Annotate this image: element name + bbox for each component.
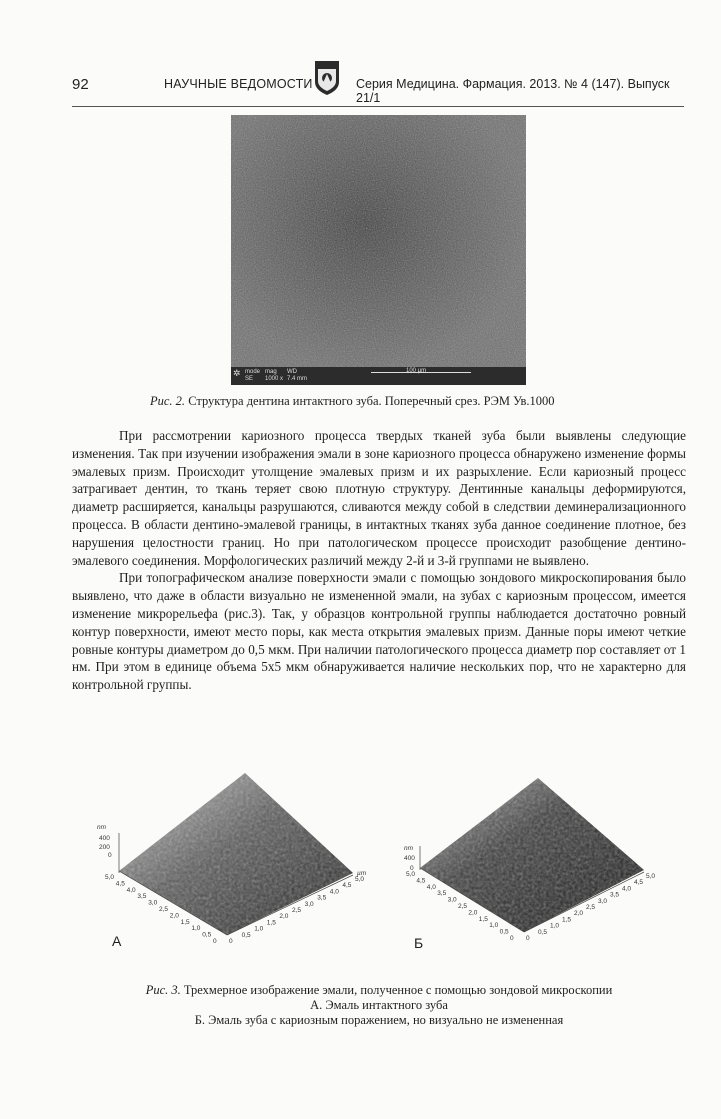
axis-tick-right-a: 4,5 <box>342 882 352 890</box>
axis-tick-left-b: 2,0 <box>468 909 478 917</box>
axis-tick-left-a: 0 <box>213 938 217 945</box>
axis-tick-left-b: 4,5 <box>416 877 426 885</box>
axis-tick-left-b: 0,5 <box>499 928 509 936</box>
axis-tick-left-a: 1,0 <box>191 925 201 933</box>
page-number: 92 <box>72 76 89 93</box>
panel-a-letter: А <box>112 933 122 949</box>
detector-icon: ✲ <box>233 368 241 378</box>
paragraph-1: При рассмотрении кариозного процесса твердых тканей зуба были выявлены следующие изменения. Так при изучении изображения эмали в зоне кариозного процесса обнаружено изменение формы эмалевых призм. Происходит утолщение эмалевых призм и их разрыхление. Если кариозный процесс затрагивает дентин, то ткань теряет свою плотную структуру. Дентинные канальцы деформируются, диаметр расширяется, канальцы разрушаются, сливаются между собой в следствии деминерализационного процесса. В области дентино-эмалевой границы, в интактных тканях зуба данное соединение плотное, без нарушения целостности границ. Но при патологическом процессе происходит разобщение дентино-эмалевого соединения. Морфологических различий между 2-й и 3-й группами не выявлено. <box>72 428 686 568</box>
sem-mode: mode SE <box>245 369 261 382</box>
axis-tick-right-a: 4,0 <box>329 888 339 896</box>
z-tick-a: 200 <box>99 844 110 851</box>
axis-tick-left-b: 1,0 <box>489 922 499 930</box>
axis-tick-right-b: 3,0 <box>598 897 608 905</box>
axis-tick-left-a: 5,0 <box>105 874 115 881</box>
axis-tick-left-b: 4,0 <box>426 883 436 891</box>
z-tick-a: 0 <box>108 852 112 859</box>
z-tick-a: 400 <box>99 835 110 842</box>
axis-tick-left-a: 4,0 <box>126 886 136 894</box>
axis-tick-right-b: 0,5 <box>538 928 548 936</box>
axis-tick-left-a: 4,5 <box>115 880 125 888</box>
axis-tick-right-a: 1,5 <box>266 919 276 927</box>
axis-tick-right-a: 1,0 <box>254 925 264 933</box>
axis-tick-left-b: 3,0 <box>447 896 457 904</box>
afm-panel-a <box>95 763 385 955</box>
z-tick-b: 0 <box>410 865 414 872</box>
axis-tick-right-b: 1,5 <box>562 916 572 924</box>
axis-tick-right-a: 3,5 <box>317 894 327 902</box>
axis-tick-right-b: 2,0 <box>574 910 584 918</box>
panel-b-letter: Б <box>414 935 424 951</box>
axis-tick-right-a: 2,5 <box>292 907 302 914</box>
axis-tick-left-a: 0,5 <box>202 931 212 939</box>
axis-tick-right-a: 0,5 <box>241 931 251 939</box>
figure2-label: Рис. 2. <box>150 394 186 408</box>
axis-tick-left-a: 3,0 <box>148 899 158 907</box>
axis-tick-left-a: 1,5 <box>180 918 190 926</box>
axis-tick-right-b: 1,0 <box>550 922 560 930</box>
afm-panel-b <box>398 770 668 955</box>
header-rule <box>72 106 684 107</box>
series-info: Серия Медицина. Фармация. 2013. № 4 (147). Выпуск 21/1 <box>356 77 670 105</box>
axis-tick-right-a: 5,0 <box>355 876 365 883</box>
article-body <box>72 427 686 694</box>
axis-tick-left-b: 0 <box>510 935 514 942</box>
axis-tick-right-b: 0 <box>526 935 530 942</box>
figure3-caption <box>72 983 686 1028</box>
axis-tick-left-b: 3,5 <box>437 890 447 898</box>
axis-tick-right-b: 4,5 <box>634 879 644 887</box>
axis-tick-left-a: 2,5 <box>159 906 169 913</box>
sem-info-bar <box>231 367 526 385</box>
axis-tick-right-b: 2,5 <box>586 904 596 911</box>
axis-tick-right-a: 2,0 <box>279 913 289 921</box>
axis-tick-left-a: 2,0 <box>169 912 179 920</box>
figure2-text: Структура дентина интактного зуба. Поперечный срез. РЭМ Ув.1000 <box>185 394 555 408</box>
paragraph-2: При топографическом анализе поверхности эмали с помощью зондового микроскопирования было выявлено, что даже в области визуально не измененной эмали, на зубах с кариозным процессом, имеется изменение микрорельефа (рис.3). Так, у образцов контрольной группы наблюдается достаточно ровный контур поверхности, имеют место поры, как места открытия эмалевых призм. Данные поры имеют четкие ровные контуры диаметром до 0,5 мкм. При наличии патологического процесса диаметр пор составляет от 1 нм. При этом в единице объема 5x5 мкм обнаруживается наличие нескольких пор, что не характерно для контрольной группы. <box>72 570 686 693</box>
sem-mag: mag 1000 x <box>265 369 284 382</box>
axis-tick-right-b: 3,5 <box>610 891 620 899</box>
figure3-caption-line1: Рис. 3. Трехмерное изображение эмали, полученное с помощью зондовой микроскопии <box>145 983 613 997</box>
axis-tick-left-b: 2,5 <box>458 903 468 910</box>
z-tick-b: 400 <box>404 855 415 862</box>
xy-unit-a: µm <box>357 870 367 877</box>
sem-texture <box>231 115 526 385</box>
z-unit-a: nm <box>97 824 107 831</box>
axis-tick-left-b: 5,0 <box>406 871 416 878</box>
scale-label: 100 µm <box>406 368 427 374</box>
axis-tick-right-b: 5,0 <box>646 873 656 880</box>
journal-name: НАУЧНЫЕ ВЕДОМОСТИ <box>164 77 313 91</box>
figure3-label: Рис. 3. <box>145 983 181 997</box>
axis-tick-right-a: 0 <box>229 938 233 945</box>
figure3-caption-line2: А. Эмаль интактного зуба <box>310 998 448 1012</box>
sem-wd: WD 7.4 mm <box>287 369 308 382</box>
axis-tick-left-b: 1,5 <box>478 915 488 923</box>
axis-tick-left-a: 3,5 <box>137 893 147 901</box>
university-emblem-icon <box>314 60 340 96</box>
figure3-caption-line3: Б. Эмаль зуба с кариозным поражением, но визуально не измененная <box>194 1013 564 1027</box>
running-header <box>72 74 687 105</box>
figure2-caption <box>150 394 610 409</box>
sem-micrograph <box>231 115 526 385</box>
z-unit-b: nm <box>404 845 414 852</box>
axis-tick-right-b: 4,0 <box>622 885 632 893</box>
axis-tick-right-a: 3,0 <box>304 900 314 908</box>
